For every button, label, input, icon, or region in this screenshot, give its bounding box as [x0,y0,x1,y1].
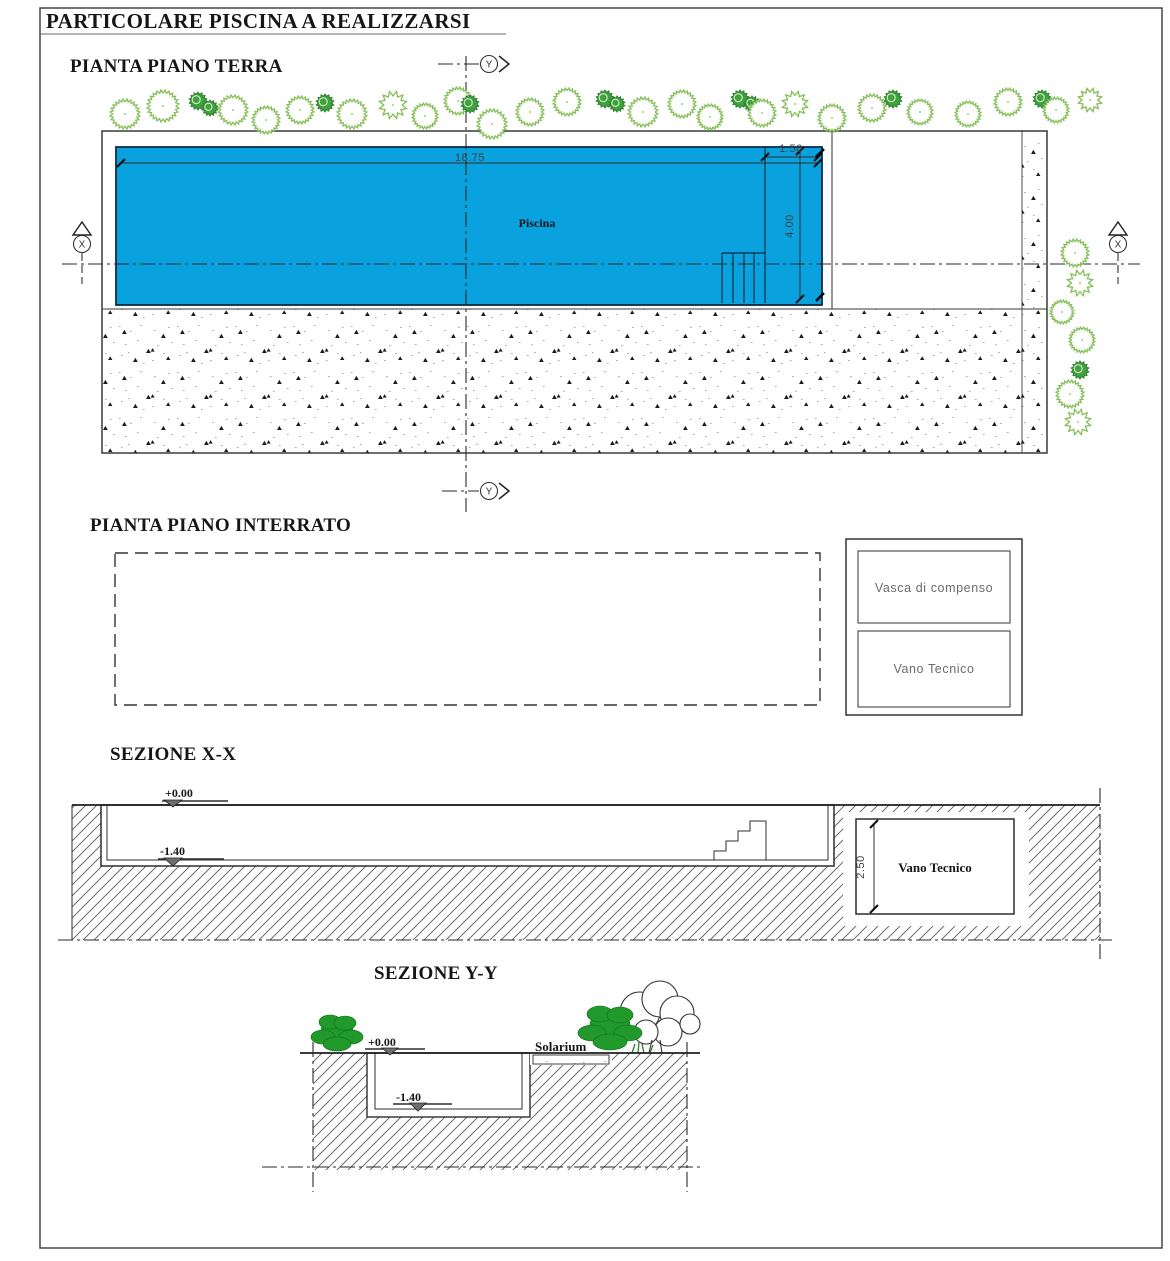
marker-y-bottom-letter: Y [485,486,493,498]
bush-right-yy [578,1006,642,1050]
solarium-label: Solarium [535,1039,587,1054]
dim-steps-label: 1.50 [779,143,803,155]
section-marker-x-right [1109,222,1127,284]
bush-left-yy [311,1015,363,1051]
dim-length-label: 18.75 [454,152,486,164]
pool-basin-xx [101,805,834,866]
level-000-xx-label: +0.00 [165,786,193,800]
pool-label: Piscina [518,216,556,230]
section-yy [262,981,700,1192]
vano-tecnico-xx-label: Vano Tecnico [898,860,972,875]
level-000-yy-label: +0.00 [368,1035,396,1049]
sheet-title: PARTICOLARE PISCINA A REALIZZARSI [46,9,471,33]
section-xx [58,788,1112,962]
paving-band [102,309,1047,453]
solarium-slab [533,1055,609,1064]
basement-outline [115,553,820,705]
section-marker-y-bottom [442,483,509,500]
plan-terra-title: PIANTA PIANO TERRA [70,56,283,77]
dim-width-label: 4.00 [784,214,796,238]
vasca-di-compenso-label: Vasca di compenso [874,581,994,595]
marker-x-right-letter: X [1114,239,1122,251]
pool-basin-yy [367,1053,530,1117]
plan-interrato-title: PIANTA PIANO INTERRATO [90,515,352,536]
section-yy-title: SEZIONE Y-Y [374,963,498,984]
vano-tecnico-label: Vano Tecnico [893,662,975,676]
section-marker-x-left [73,222,91,284]
level-140-xx-label: -1.40 [160,844,185,858]
level-140-yy-label: -1.40 [396,1090,421,1104]
plan-basement [115,539,1022,715]
paving-strip-right [1022,131,1047,453]
section-marker-y-top [438,56,509,73]
dim-depth-label: 2.50 [855,855,867,879]
section-xx-title: SEZIONE X-X [110,744,237,765]
plan-ground-floor [62,56,1140,513]
marker-x-left-letter: X [78,239,86,251]
pool [116,147,822,305]
marker-y-top-letter: Y [485,59,493,71]
